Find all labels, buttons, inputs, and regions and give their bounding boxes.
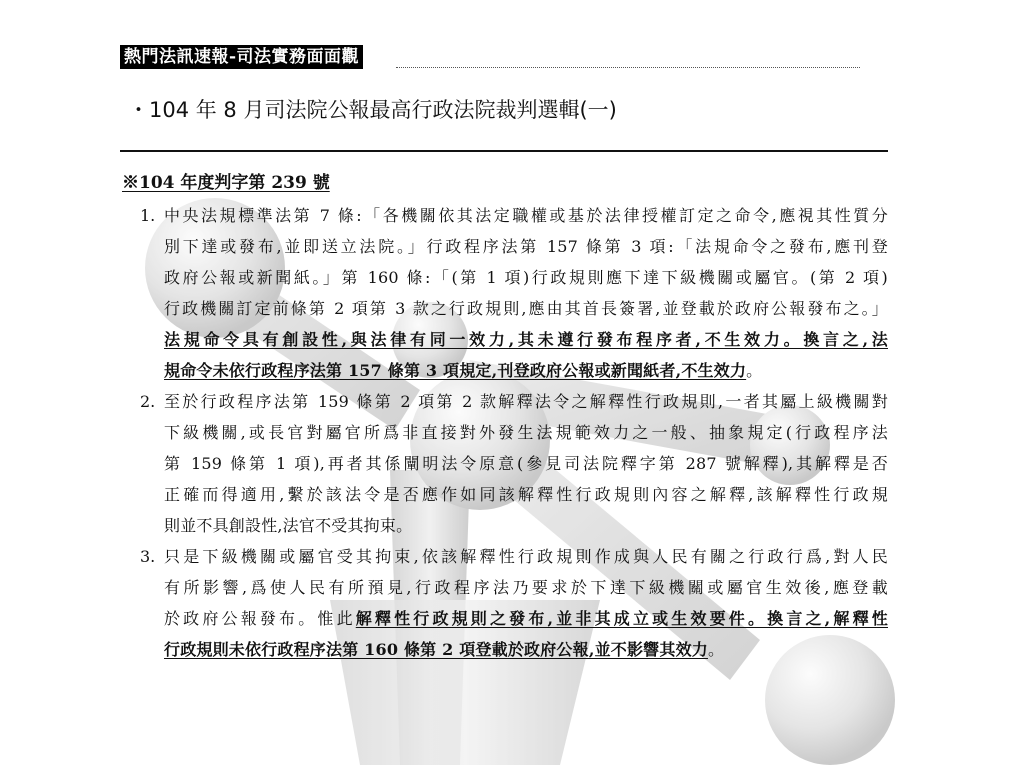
list-item-number: 3. — [140, 547, 156, 566]
body-text: 第 159 條第 1 項),再者其係闡明法令原意(參見司法院釋字第 287 號解釋),其解釋是否 — [164, 454, 888, 473]
body-text: 至於行政程序法第 159 條第 2 項第 2 款解釋法令之解釋性行政規則,一者其屬上級機關對 — [164, 392, 888, 411]
list-item-number: 1. — [140, 206, 156, 225]
paragraph-line — [164, 355, 888, 386]
body-text: 別下達或發布,並即送立法院。」行政程序法第 157 條第 3 項:「法規命令之發布,應刊登 — [164, 237, 888, 256]
paragraph-line — [164, 510, 888, 541]
paragraph-line — [164, 479, 888, 510]
emphasized-text: 行政規則未依行政程序法第 160 條第 2 項登載於政府公報,並不影響其效力 — [164, 640, 708, 659]
emphasized-text: 解釋性行政規則之發布,並非其成立或生效要件。換言之,解釋性 — [355, 609, 888, 628]
body-text: 於政府公報發布。惟此 — [164, 609, 356, 628]
body-text: 有所影響,爲使人民有所預見,行政程序法乃要求於下達下級機關或屬官生效後,應登載 — [164, 578, 888, 597]
paragraph-line — [164, 417, 888, 448]
paragraph-line — [164, 293, 888, 324]
emphasized-text: 法規命令具有創設性,與法律有同一效力,其未遵行發布程序者,不生效力。換言之,法 — [164, 330, 888, 349]
emphasized-text: 規命令未依行政程序法第 157 條第 3 項規定,刊登政府公報或新聞紙者,不生效力 — [164, 361, 747, 380]
body-text: 。 — [746, 361, 763, 380]
paragraph-line — [164, 603, 888, 634]
title-divider — [120, 150, 888, 152]
body-text: 。 — [707, 640, 725, 659]
numbered-list — [140, 200, 888, 665]
paragraph-line — [164, 231, 888, 262]
paragraph-line — [164, 262, 888, 293]
body-text: 政府公報或新聞紙。」第 160 條:「(第 1 項)行政規則應下達下級機關或屬官。(第 2 項) — [164, 268, 888, 287]
section-label: 熱門法訊速報-司法實務面面觀 — [120, 45, 363, 69]
page-title: ・104 年 8 月司法院公報最高行政法院裁判選輯(一) — [128, 98, 617, 122]
paragraph-line — [164, 541, 888, 572]
body-text: 行政機關訂定前條第 2 項第 3 款之行政規則,應由其首長簽署,並登載於政府公報發布之。」 — [164, 299, 888, 318]
paragraph-line — [164, 324, 888, 355]
case-heading: ※104 年度判字第 239 號 — [122, 173, 330, 193]
section-header — [120, 45, 860, 73]
paragraph-line — [164, 386, 888, 417]
list-item — [140, 541, 888, 665]
list-item — [140, 386, 888, 541]
paragraph-line — [164, 200, 888, 231]
paragraph-line — [164, 572, 888, 603]
paragraph-line — [164, 634, 888, 665]
list-item — [140, 200, 888, 386]
body-text: 正確而得適用,繫於該法令是否應作如同該解釋性行政規則內容之解釋,該解釋性行政規 — [164, 485, 888, 504]
body-text: 下級機關,或長官對屬官所爲非直接對外發生法規範效力之一般、抽象規定(行政程序法 — [164, 423, 888, 442]
paragraph-line — [164, 448, 888, 479]
body-text: 則並不具創設性,法官不受其拘束。 — [164, 516, 413, 535]
body-text: 只是下級機關或屬官受其拘束,依該解釋性行政規則作成與人民有關之行政行爲,對人民 — [164, 547, 888, 566]
list-item-number: 2. — [140, 392, 156, 411]
header-dotted-leader — [396, 67, 860, 68]
body-text: 中央法規標準法第 7 條:「各機關依其法定職權或基於法律授權訂定之命令,應視其性質分 — [164, 206, 888, 225]
